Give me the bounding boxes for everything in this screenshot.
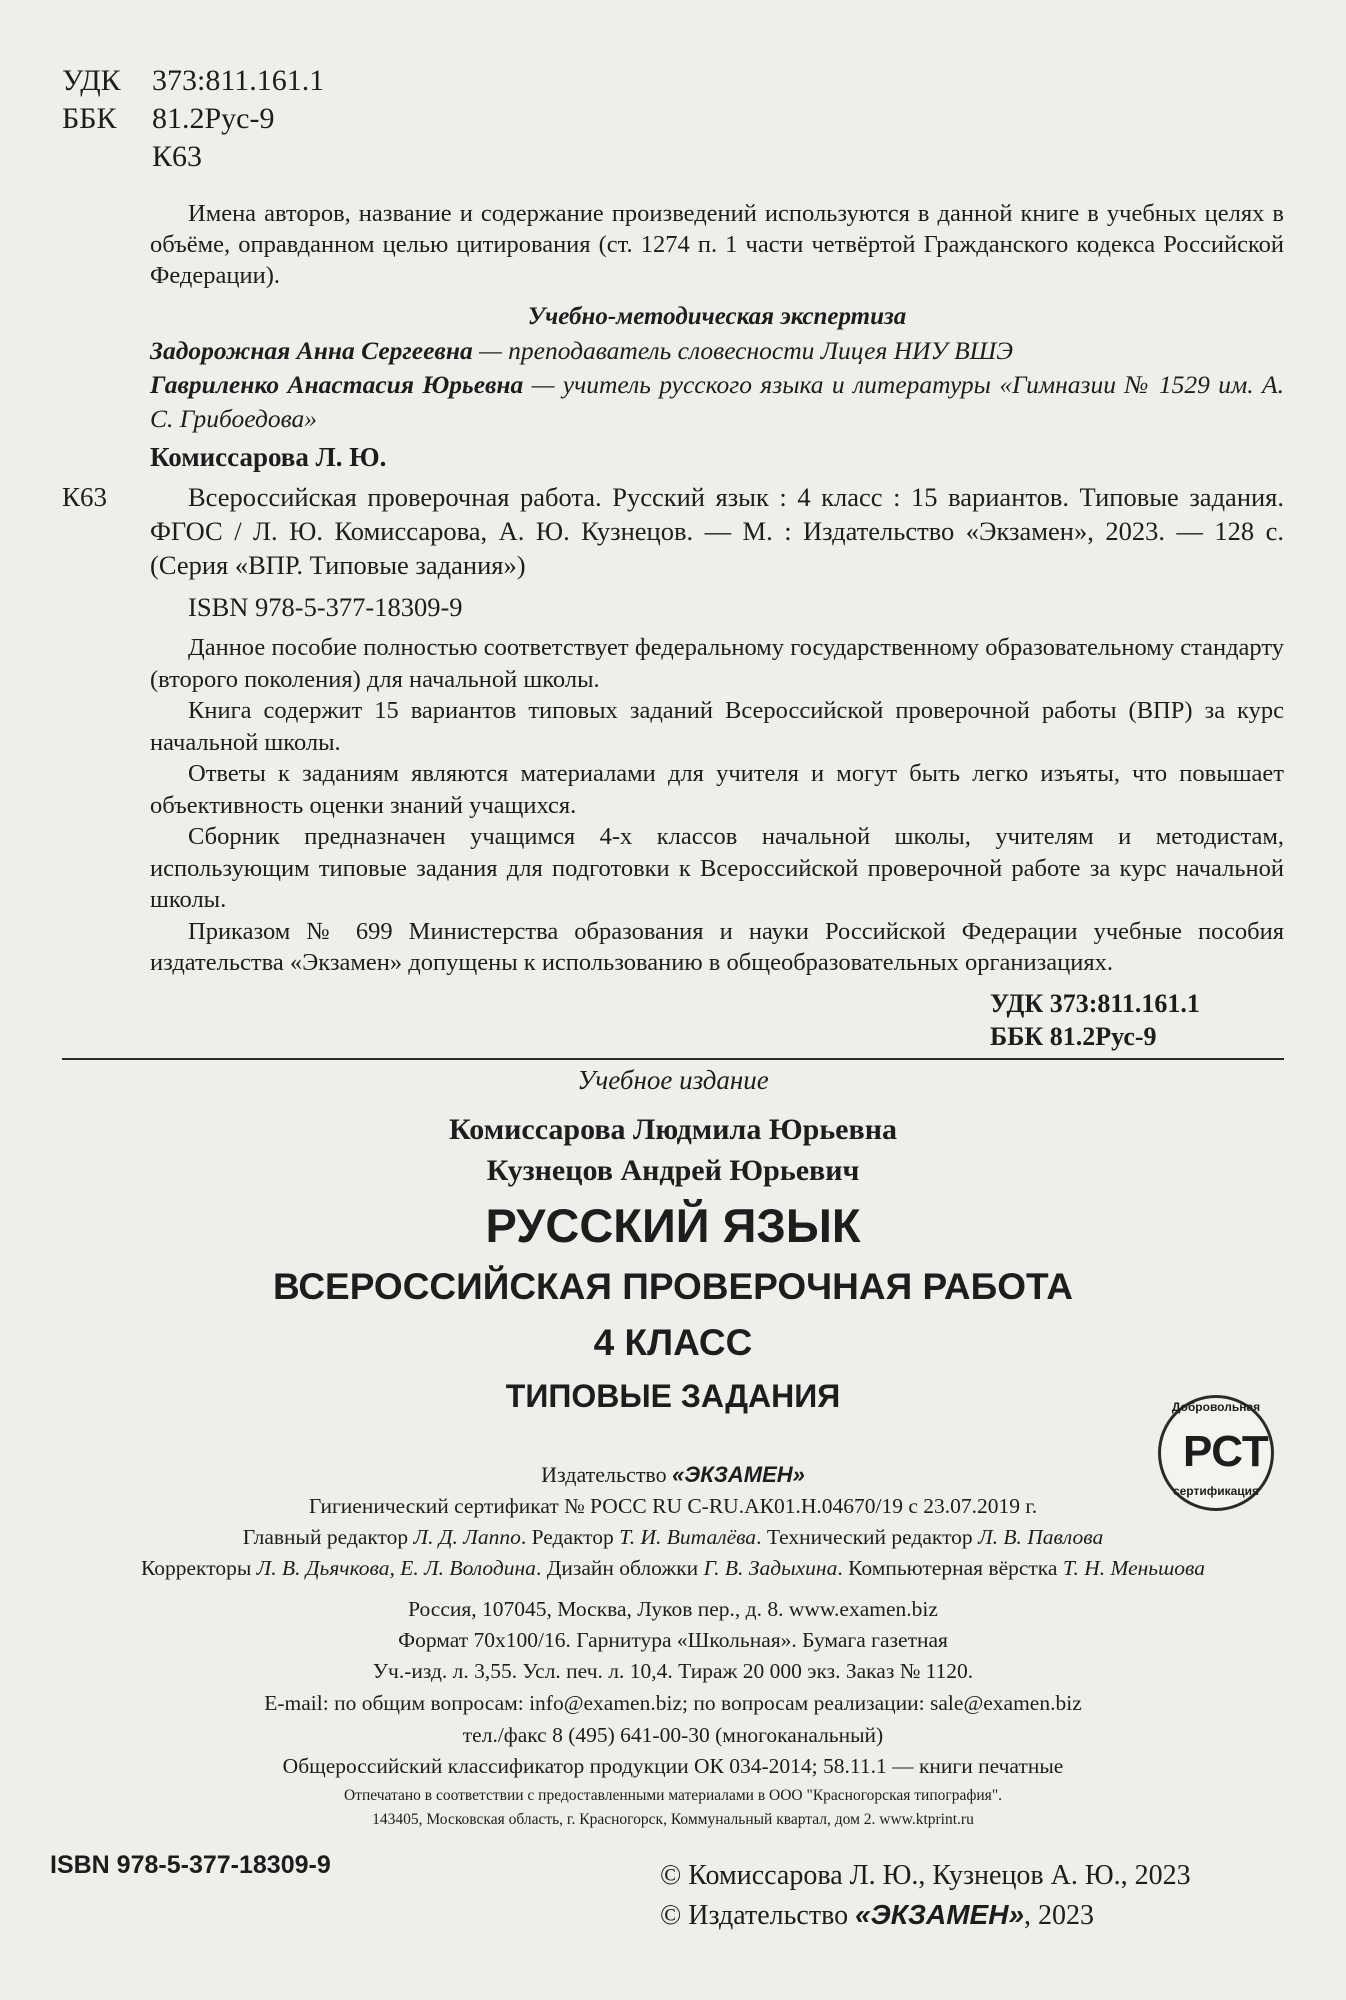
copyright-publisher-name: «ЭКЗАМЕН» [855,1899,1025,1930]
expert-2-name: Гавриленко Анастасия Юрьевна [150,370,524,399]
book-grade: 4 КЛАСС [593,1322,753,1363]
annotation-paragraph: Приказом № 699 Министерства образования и науки Российской Федерации учебные пособия издательства «Экзамен» допущены к использованию в общеобразовательных организациях. [150,917,1284,976]
expert-2-role: — учитель русского языка и литературы «Гимназии № 1529 им. А. С. Грибоедова» [150,370,1284,433]
divider-line [62,1058,1284,1060]
rst-logo-icon: РСТ [1183,1427,1269,1476]
label: . Редактор [520,1525,620,1549]
expert-1 [150,334,1284,368]
footer-isbn: ISBN 978-5-377-18309-9 [50,1851,331,1879]
udk-label: УДК [62,64,121,97]
classifier-line: Общероссийский классификатор продукции ОК 034-2014; 58.11.1 — книги печатные [282,1754,1064,1778]
copyright-year: , 2023 [1024,1900,1095,1931]
email-line: E-mail: по общим вопросам: info@examen.biz; по вопросам реализации: sale@examen.biz [264,1691,1082,1715]
name: Т. И. Виталёва [619,1525,757,1549]
catalog-description: Всероссийская проверочная работа. Русский язык : 4 класс : 15 вариантов. Типовые задания. ФГОС / Л. Ю. Комиссарова, А. Ю. Кузнецов. — М. : Издательство «Экзамен», 2023. — 128 с. (Серия «ВПР. Типовые задания») [150,482,1284,580]
annotation-paragraph: Ответы к заданиям являются материалами для учителя и могут быть легко изъяты, что повышает объективность оценки знаний учащихся. [150,760,1284,819]
edition-type: Учебное издание [577,1065,769,1095]
label: Главный редактор [242,1525,414,1549]
udk-value: 373:811.161.1 [152,64,325,97]
name: Л. Д. Лаппо [413,1525,521,1549]
bbk-value: 81.2Рус-9 [152,102,275,135]
name: Л. В. Дьячкова, Е. Л. Володина [256,1556,536,1580]
copyright-prefix: © Издательство [660,1900,856,1931]
rights-note: Имена авторов, название и содержание произведений используются в данной книге в учебных целях в объёме, оправданном целью цитирования (ст. 1274 п. 1 части четвёртой Гражданского кодекса Российской Федерации). [150,200,1284,289]
expert-1-name: Задорожная Анна Сергеевна [150,336,473,365]
udk-bottom: УДК 373:811.161.1 [990,989,1200,1018]
book-subtitle: ВСЕРОССИЙСКАЯ ПРОВЕРОЧНАЯ РАБОТА [273,1266,1073,1307]
author-2: Кузнецов Андрей Юрьевич [486,1154,860,1187]
label: . Компьютерная вёрстка [837,1556,1063,1580]
copyright-publisher [660,1897,1094,1934]
expert-2 [150,368,1284,436]
label: Корректоры [140,1556,257,1580]
name: Т. Н. Меньшова [1062,1556,1205,1580]
book-series: ТИПОВЫЕ ЗАДАНИЯ [505,1378,841,1414]
annotation-paragraph: Книга содержит 15 вариантов типовых заданий Всероссийской проверочной работы (ВПР) за курс начальной школы. [150,697,1284,756]
author-1: Комиссарова Людмила Юрьевна [449,1113,897,1146]
expertise-title: Учебно-методическая экспертиза [527,303,907,330]
classification-codes [62,62,324,176]
name: Л. В. Павлова [978,1525,1104,1549]
publisher-prefix: Издательство [541,1462,673,1487]
catalog-mark: К63 [62,482,108,512]
annotation-paragraph: Сборник предназначен учащимся 4-х классов начальной школы, учителям и методистам, использующим типовые задания для подготовки к Всероссийской проверочной работе за курс начальной школы. [150,823,1284,913]
expert-1-role: — преподаватель словесности Лицея НИУ ВШЭ [472,336,1013,365]
author-mark: К63 [152,140,203,173]
name: Г. В. Задыхина [703,1556,838,1580]
print-data: Уч.-изд. л. 3,55. Усл. печ. л. 10,4. Тираж 20 000 экз. Заказ № 1120. [372,1659,974,1683]
publisher-name: «ЭКЗАМЕН» [672,1462,805,1487]
phone-line: тел./факс 8 (495) 641-00-30 (многоканальный) [462,1723,884,1747]
label: . Дизайн обложки [535,1556,704,1580]
annotation [150,632,1284,979]
printer-line-1: Отпечатано в соответствии с предоставленными материалами в ООО "Красногорская типография". [343,1787,1003,1804]
label: . Технический редактор [756,1525,979,1549]
catalog-isbn: ISBN 978-5-377-18309-9 [188,592,463,622]
format-line: Формат 70х100/16. Гарнитура «Школьная». Бумага газетная [398,1628,948,1652]
book-title: РУССКИЙ ЯЗЫК [485,1199,861,1252]
editors-line-1 [0,1522,1346,1552]
copyright-authors: © Комиссарова Л. Ю., Кузнецов А. Ю., 2023 [660,1860,1191,1891]
cert-bottom-text: сертификация [1172,1484,1260,1498]
publisher-line [0,1460,1346,1490]
bbk-label: ББК [62,102,117,135]
printer-line-2: 143405, Московская область, г. Красногорск, Коммунальный квартал, дом 2. www.ktprint.ru [372,1811,974,1828]
annotation-paragraph: Данное пособие полностью соответствует федеральному государственному образовательному стандарту (второго поколения) для начальной школы. [150,634,1284,693]
publisher-address: Россия, 107045, Москва, Луков пер., д. 8. www.examen.biz [408,1597,938,1621]
cert-top-text: Добровольная [1171,1400,1261,1414]
editors-line-2 [0,1553,1346,1583]
catalog-author-heading: Комиссарова Л. Ю. [150,442,387,472]
bbk-bottom: ББК 81.2Рус-9 [990,1022,1157,1051]
hygiene-certificate: Гигиенический сертификат № РОСС RU С-RU.АК01.Н.04670/19 с 23.07.2019 г. [308,1494,1038,1518]
